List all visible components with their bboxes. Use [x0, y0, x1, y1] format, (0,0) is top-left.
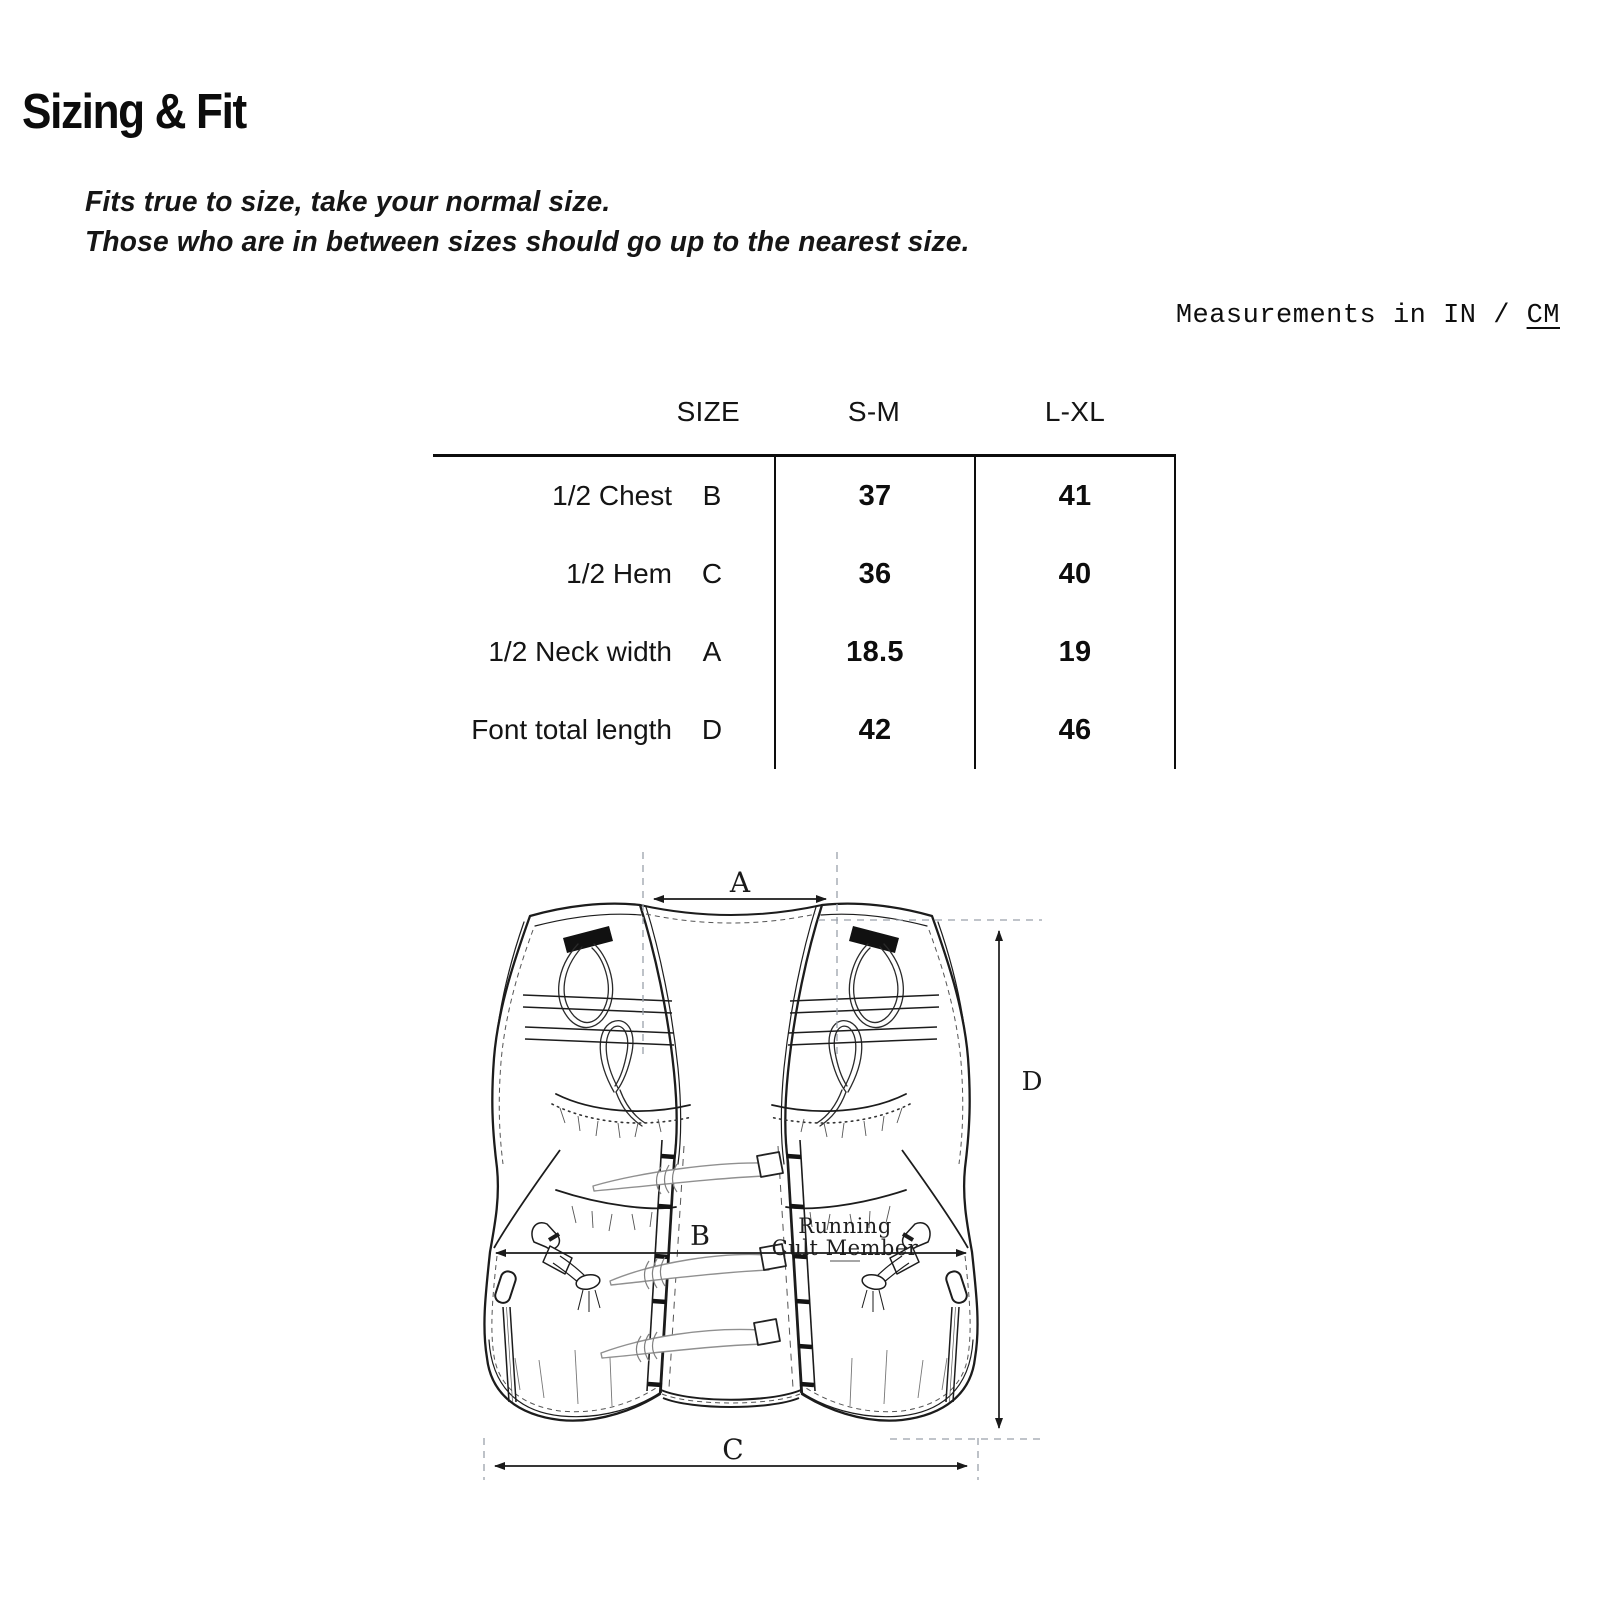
- cell-value-sm: 42: [858, 713, 892, 746]
- vest-brand-text-line2: Cult Member: [771, 1236, 919, 1260]
- column-header-size: SIZE: [676, 396, 740, 427]
- vest-brand-text-line1: Running: [798, 1214, 892, 1238]
- units-separator: /: [1493, 301, 1510, 331]
- bungee-cords: [559, 944, 904, 1126]
- row-letter: A: [702, 636, 722, 667]
- chest-bands: [523, 995, 939, 1045]
- row-label: 1/2 Hem: [566, 558, 672, 589]
- cell-value-sm: 37: [858, 479, 892, 512]
- soft-flasks: [593, 1163, 769, 1358]
- unit-cm-link[interactable]: CM: [1526, 301, 1560, 331]
- row-letter: D: [701, 714, 723, 745]
- row-label: 1/2 Neck width: [488, 636, 672, 667]
- row-label: 1/2 Chest: [552, 480, 672, 511]
- cell-value-lxl: 41: [1058, 479, 1092, 512]
- row-letter: C: [701, 558, 723, 589]
- dim-label-a: A: [729, 866, 751, 899]
- dim-label-b: B: [690, 1221, 710, 1252]
- fit-note-line2: Those who are in between sizes should go up to the nearest size.: [85, 226, 970, 258]
- page-title: Sizing & Fit: [22, 85, 246, 139]
- cell-value-sm: 36: [858, 557, 892, 590]
- hem-fringe: [515, 1350, 947, 1406]
- fit-note-line1: Fits true to size, take your normal size.: [85, 186, 611, 218]
- dimension-arrows: [495, 899, 999, 1466]
- shoulder-buckles: [563, 926, 899, 953]
- cell-value-lxl: 46: [1058, 713, 1092, 746]
- column-header-lxl: L-XL: [1044, 396, 1106, 427]
- row-label: Font total length: [471, 714, 672, 745]
- unit-in-link[interactable]: IN: [1443, 301, 1477, 331]
- cell-value-lxl: 19: [1058, 635, 1092, 668]
- cell-value-lxl: 40: [1058, 557, 1092, 590]
- dim-label-c: C: [722, 1433, 744, 1466]
- hem-bridge: [661, 1390, 801, 1407]
- row-letter: B: [702, 480, 722, 511]
- cell-value-sm: 18.5: [846, 635, 904, 668]
- mesh-pocket-edges: [552, 1094, 910, 1208]
- column-header-sm: S-M: [847, 396, 901, 427]
- units-prefix: Measurements in: [1175, 301, 1427, 331]
- dim-label-d: D: [1021, 1067, 1043, 1097]
